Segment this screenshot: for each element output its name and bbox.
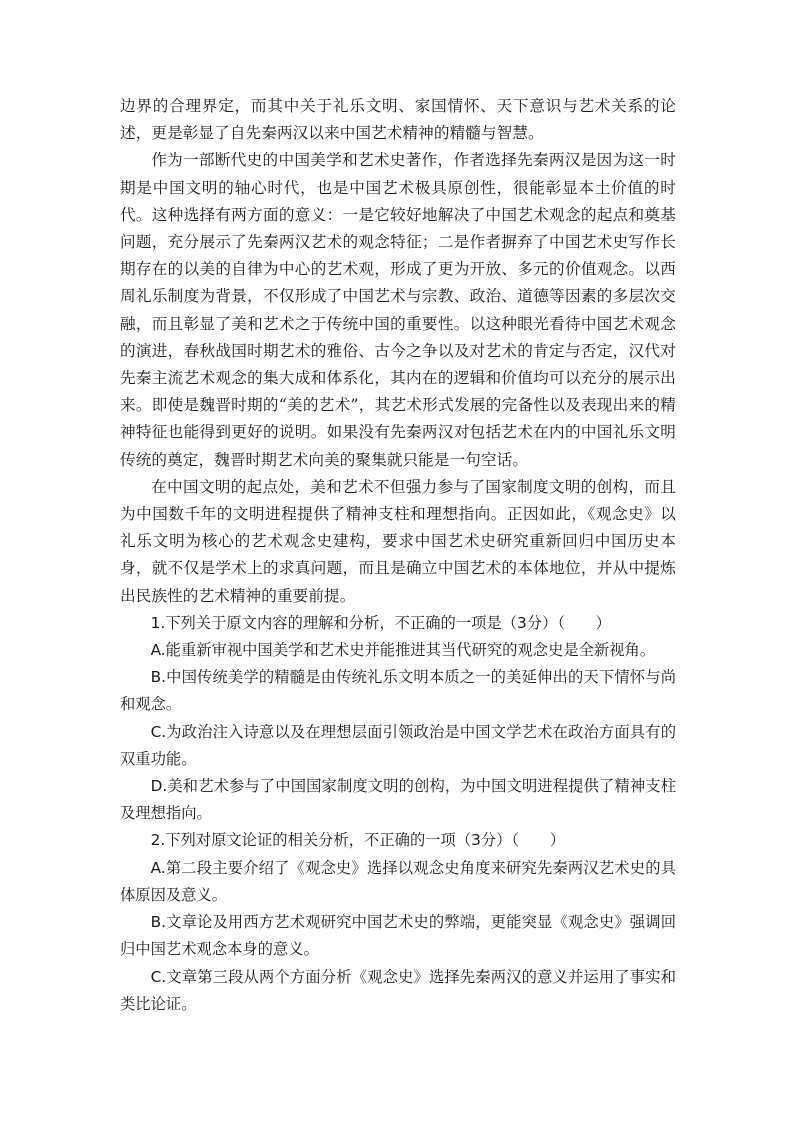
question-2-stem: 2.下列对原文论证的相关分析，不正确的一项（3分）（ ） [150, 831, 565, 850]
passage-paragraph-2: 作为一部断代史的中国美学和艺术史著作，作者选择先秦两汉是因为这一时期是中国文明的轴心时代，也是中国艺术极具原创性，很能彰显本土价值的时代。这种选择有两方面的意义：一是它较好地解决了中国艺术观念的起点和奠基问题，充分展示了先秦两汉艺术的观念特征；二是作者摒弃了中国艺术史写作长期存在的以美的自律为中心的艺术观，形成了更为开放、多元的价值观念。以西周礼乐制度为背景，不仅形成了中国艺术与宗教、政治、道德等因素的多层次交融，而且彰显了美和艺术之于传统中国的重要性。以这种眼光看待中国艺术观念的演进，春秋战国时期艺术的雅俗、古今之争以及对艺术的肯定与否定，汉代对先秦主流艺术观念的集大成和体系化，其内在的逻辑和价值均可以充分的展示出来。即使是魏晋时期的“美的艺术”，其艺术形式发展的完备性以及表现出来的精神特征也能得到更好的说明。如果没有先秦两汉对包括艺术在内的中国礼乐文明传统的奠定，魏晋时期艺术向美的聚集就只能是一句空话。 [120, 151, 676, 469]
question-1-option-b: B.中国传统美学的精髓是由传统礼乐文明本质之一的美延伸出的天下情怀与尚和观念。 [120, 668, 676, 714]
question-2-option-c: C.文章第三段从两个方面分析《观念史》选择先秦两汉的意义并运用了事实和类比论证。 [120, 967, 676, 1013]
question-1-option-d: D.美和艺术参与了中国国家制度文明的创构，为中国文明进程提供了精神支柱及理想指向。 [120, 777, 676, 823]
passage-paragraph-3: 在中国文明的起点处，美和艺术不但强力参与了国家制度文明的创构，而且为中国数千年的文明进程提供了精神支柱和理想指向。正因如此，《观念史》以礼乐文明为核心的艺术观念史建构，要求中国艺术史研究重新回归中国历史本身，就不仅是学术上的求真问题，而且是确立中国艺术的本体地位，并从中提炼出民族性的艺术精神的重要前提。 [120, 477, 676, 605]
question-2-option-a: A.第二段主要介绍了《观念史》选择以观念史角度来研究先秦两汉艺术史的具体原因及意义。 [120, 858, 676, 904]
passage-paragraph-1: 边界的合理界定，而其中关于礼乐文明、家国情怀、天下意识与艺术关系的论述，更是彰显了自先秦两汉以来中国艺术精神的精髓与智慧。 [120, 97, 676, 143]
exam-text-body [120, 93, 676, 1018]
question-1-option-a: A.能重新审视中国美学和艺术史并能推进其当代研究的观念史是全新视角。 [150, 641, 656, 660]
question-1-stem: 1.下列关于原文内容的理解和分析，不正确的一项是（3分）（ ） [150, 613, 611, 632]
question-1-option-c: C.为政治注入诗意以及在理想层面引领政治是中国文学艺术在政治方面具有的双重功能。 [120, 722, 676, 768]
question-2-option-b: B.文章论及用西方艺术观研究中国艺术史的弊端，更能突显《观念史》强调回归中国艺术观念本身的意义。 [120, 913, 676, 959]
